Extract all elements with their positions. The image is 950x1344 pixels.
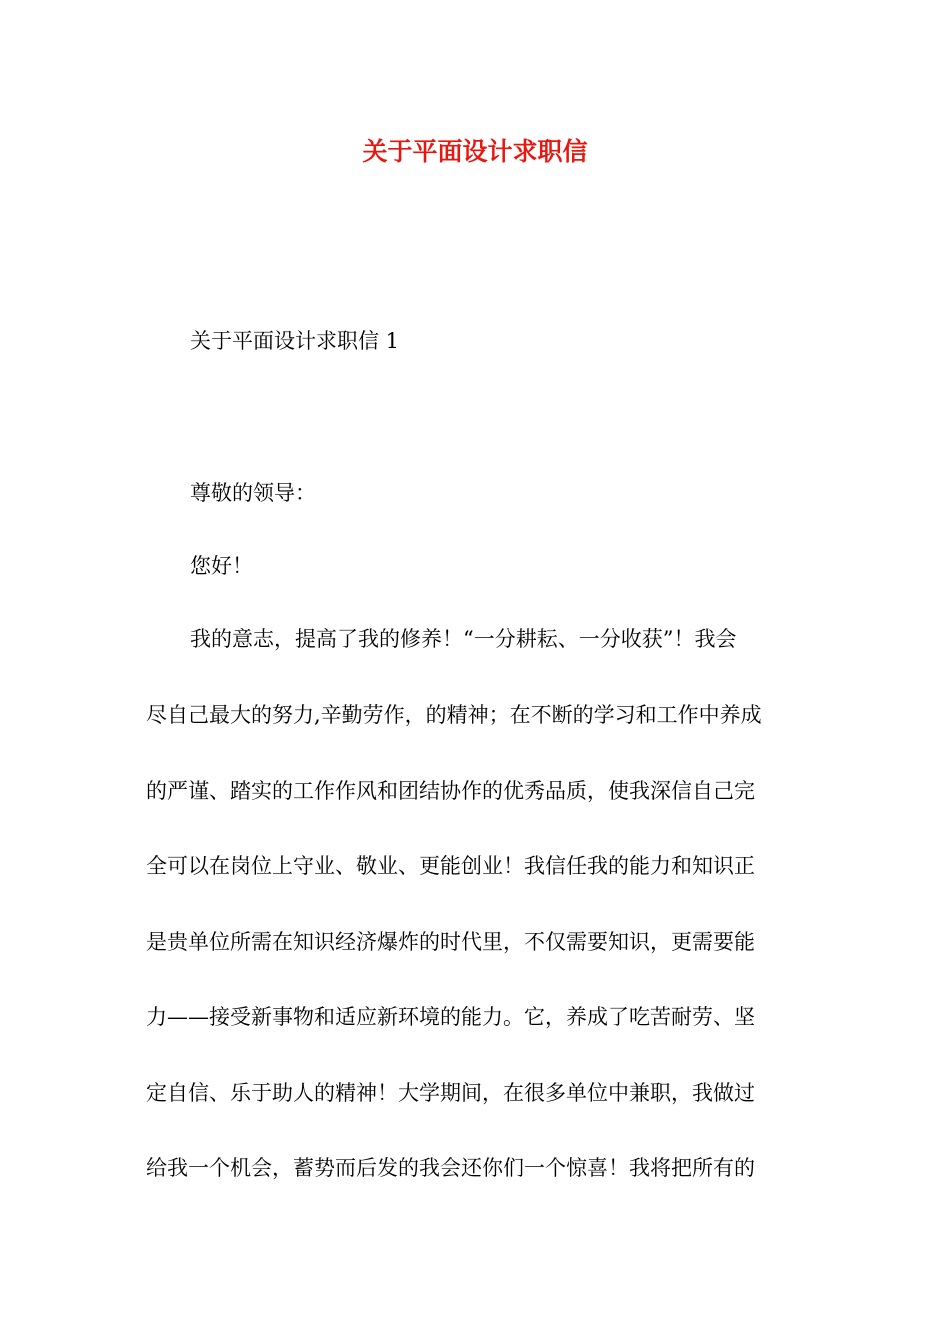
body-line-1: 我的意志，提高了我的修养！“一分耕耘、一分收获”！我会 — [190, 627, 737, 651]
body-line-3: 的严谨、踏实的工作作风和团结协作的优秀品质，使我深信自己完 — [146, 779, 755, 803]
greeting: 您好！ — [190, 554, 253, 578]
salutation: 尊敬的领导： — [190, 481, 316, 505]
body-line-8: 给我一个机会，蓄势而后发的我会还你们一个惊喜！我将把所有的 — [146, 1156, 755, 1180]
body-line-5: 是贵单位所需在知识经济爆炸的时代里，不仅需要知识，更需要能 — [146, 930, 755, 954]
section-heading: 关于平面设计求职信 1 — [190, 329, 400, 353]
document-title: 关于平面设计求职信 — [362, 137, 588, 166]
body-line-6: 力——接受新事物和适应新环境的能力。它，养成了吃苦耐劳、坚 — [146, 1005, 755, 1029]
body-line-7: 定自信、乐于助人的精神！大学期间，在很多单位中兼职，我做过 — [146, 1081, 755, 1105]
body-line-2: 尽自己最大的努力,辛勤劳作，的精神；在不断的学习和工作中养成 — [146, 703, 762, 727]
body-line-4: 全可以在岗位上守业、敬业、更能创业！我信任我的能力和知识正 — [146, 854, 755, 878]
